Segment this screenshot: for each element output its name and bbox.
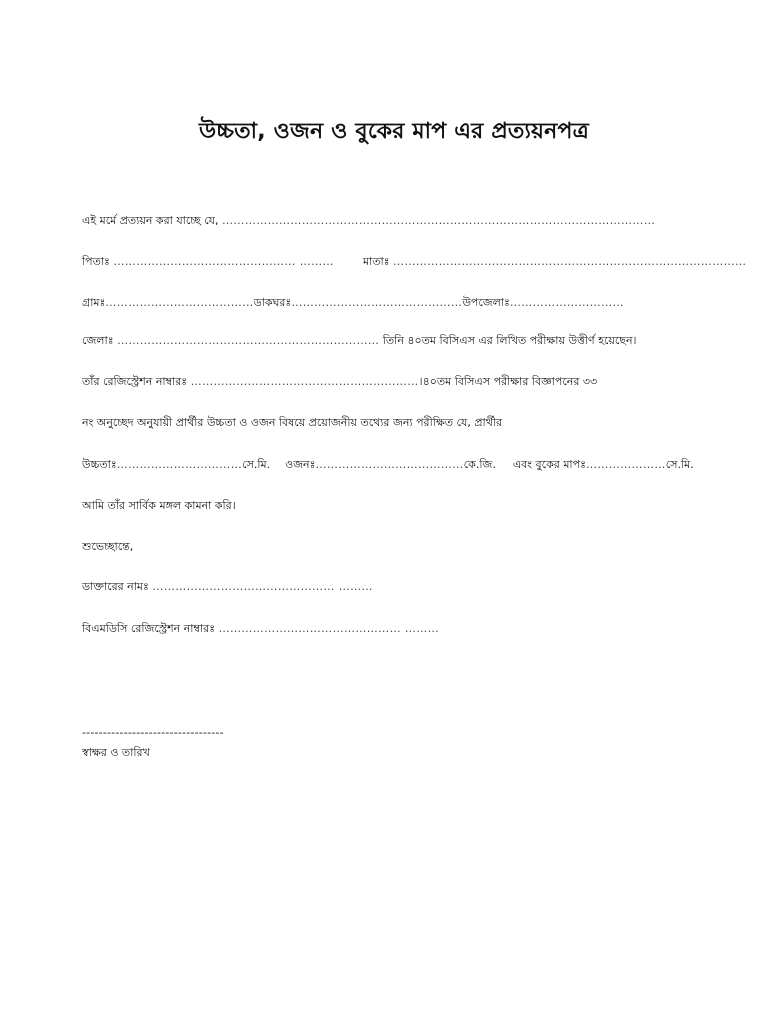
regards-text: শুভেচ্ছান্তে, — [82, 540, 134, 553]
doctor-name-blank: ………………………………………… ……… — [152, 580, 373, 593]
bmdc-blank: ………………………………………… ……… — [218, 622, 440, 635]
address-line — [82, 296, 624, 310]
signature-label: স্বাক্ষর ও তারিখ — [82, 746, 150, 759]
weight-label: ওজনঃ — [285, 458, 316, 471]
upazila-blank: ………………………… — [509, 296, 624, 309]
district-tail: তিনি ৪০তম বিসিএস এর লিখিত পরীক্ষায় উত্তীর্ণ হয়েছেন। — [382, 334, 637, 347]
chest-blank: ………………… — [585, 458, 666, 471]
chest-unit: সে.মি. — [665, 458, 694, 471]
doctor-name-label: ডাক্তারের নামঃ — [82, 580, 149, 593]
certify-line — [82, 214, 655, 228]
village-blank: ………………………………… — [105, 296, 254, 309]
wish-text: আমি তাঁর সার্বিক মঙ্গল কামনা করি। — [82, 499, 236, 512]
certify-blank: …………………………………………………………………………………………………… — [222, 214, 656, 227]
district-blank: …………………………………………………………… — [117, 334, 380, 347]
doctor-name-line — [82, 580, 373, 594]
mother-label: মাতাঃ — [362, 255, 390, 268]
clause-text: নং অনুচ্ছেদ অনুযায়ী প্রার্থীর উচ্চতা ও ওজন বিষয়ে প্রয়োজনীয় তথ্যের জন্য পরীক্ষিত যে, প্রার্থীর — [82, 416, 503, 429]
chest-label: এবং বুকের মাপঃ — [512, 458, 586, 471]
weight-unit: কে.জি. — [463, 458, 496, 471]
registration-tail: ।৪০তম বিসিএস পরীক্ষার বিজ্ঞাপনের ৩৩ — [418, 375, 598, 388]
certify-label: এই মর্মে প্রত্যয়ন করা যাচ্ছে যে, — [82, 214, 219, 227]
height-blank: …………………………… — [116, 458, 243, 471]
wish-line — [82, 499, 236, 513]
bmdc-line — [82, 622, 439, 636]
district-line — [82, 334, 636, 348]
registration-line — [82, 375, 597, 389]
parents-line — [82, 255, 746, 269]
father-blank: ………………………………………… ……… — [113, 255, 334, 268]
post-label: ডাকঘরঃ — [253, 296, 292, 309]
registration-blank: …………………………………………………… — [190, 375, 419, 388]
height-label: উচ্চতাঃ — [82, 458, 117, 471]
upazila-label: উপজেলাঃ — [462, 296, 510, 309]
height-unit: সে.মি. — [242, 458, 271, 471]
mother-blank: ………………………………………………………………………………… — [393, 255, 747, 268]
signature-rule: ---------------------------------- — [82, 726, 224, 739]
page-title: উচ্চতা, ওজন ও বুকের মাপ এর প্রত্যয়নপত্র — [198, 119, 590, 144]
clause-line — [82, 416, 502, 430]
father-label: পিতাঃ — [82, 255, 110, 268]
village-label: গ্রামঃ — [82, 296, 106, 309]
registration-label: তাঁর রেজিস্ট্রেশন নাম্বারঃ — [82, 375, 188, 388]
bmdc-label: বিএমডিসি রেজিস্ট্রেশন নাম্বারঃ — [82, 622, 216, 635]
district-label: জেলাঃ — [82, 334, 114, 347]
regards-line — [82, 540, 133, 554]
measurements-line — [82, 458, 694, 472]
post-blank: ……………………………………… — [291, 296, 463, 309]
weight-blank: ………………………………… — [315, 458, 464, 471]
